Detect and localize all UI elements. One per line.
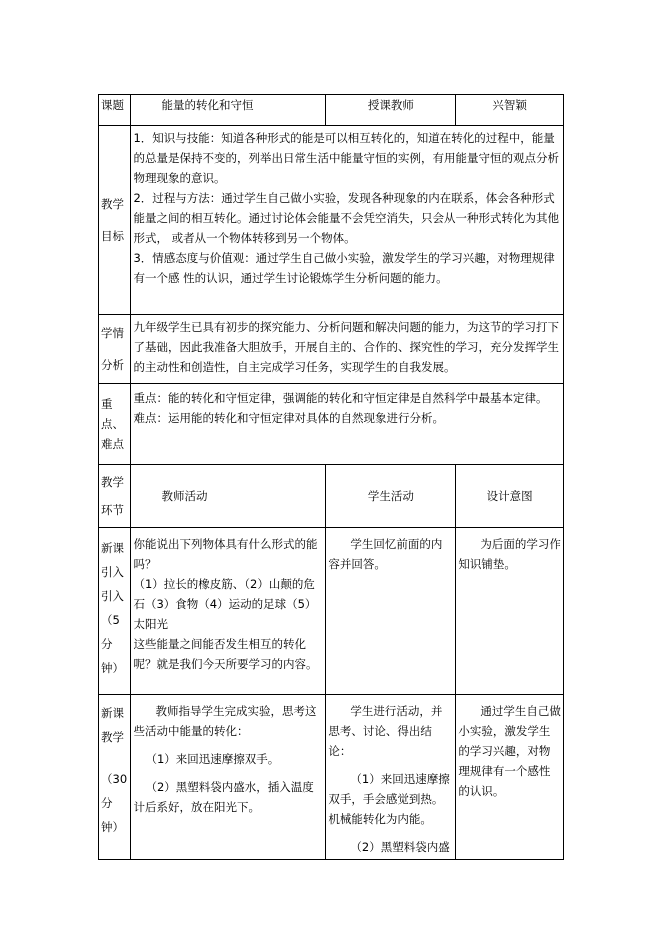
intro-teacher-line: （1）拉长的橡皮筋、（2）山颠的危石（3）食物（4）运动的足球（5）太阳光	[133, 577, 317, 631]
goal-item: 3．情感态度与价值观：通过学生自己做小实验，激发学生的学习兴趣，对物理规律有一个感 性的认识，通过学生讨论锻炼学生分析问题的能力。	[133, 251, 555, 285]
topic-label: 课题	[99, 95, 131, 126]
header-row	[99, 95, 564, 126]
key-points-label	[99, 384, 131, 465]
intro-design-intent: 为后面的学习作知识铺垫。	[456, 528, 564, 695]
teaching-teacher-line: 教师指导学生完成实验，思考这些活动中能量的转化：	[133, 704, 317, 738]
intro-label-line4: （5分	[101, 613, 120, 651]
process-label-line2: 环节	[101, 503, 124, 517]
teaching-teacher-activity	[131, 695, 326, 860]
analysis-label-line2: 分析	[101, 358, 124, 372]
teaching-teacher-line: （1）来回迅速摩擦双手。	[145, 752, 280, 766]
key-point-text: 重点：能的转化和守恒定律，强调能的转化和守恒定律是自然科学中最基本定律。	[133, 391, 548, 405]
teaching-row	[99, 695, 564, 860]
intro-label-line1: 新课	[101, 541, 124, 555]
process-header-row	[99, 465, 564, 528]
intro-label	[99, 528, 131, 695]
difficult-point-text: 难点：运用能的转化和守恒定律对具体的自然现象进行分析。	[133, 411, 444, 425]
teaching-student-line: （2）黑塑料袋内盛	[350, 840, 450, 854]
teaching-student-line: 学生进行活动，并思考、讨论、得出结论：	[328, 704, 443, 758]
teacher-label: 授课教师	[326, 95, 456, 126]
goals-row	[99, 126, 564, 315]
analysis-content: 九年级学生已具有初步的探究能力、分析问题和解决问题的能力，为这节的学习打下了基础，因此我准备大胆放手，开展自主的、合作的、探究性的学习，充分发挥学生的主动性和创造性，自主完成学习任务，实现学生的自我发展。	[131, 315, 564, 384]
intro-label-line5: 钟）	[101, 661, 124, 675]
analysis-row	[99, 315, 564, 384]
intro-label-line2: 引入	[101, 565, 124, 579]
analysis-label-line1: 学情	[101, 326, 124, 340]
goals-content	[131, 126, 564, 315]
goal-item: 1．知识与技能：知道各种形式的能是可以相互转化的，知道在转化的过程中，能量的总量是保持不变的，列举出日常生活中能量守恒的实例，有用能量守恒的观点分析物理现象的意识。	[133, 131, 559, 185]
teaching-teacher-line: （2）黑塑料袋内盛水，插入温度计后系好，放在阳光下。	[133, 780, 314, 814]
intro-teacher-activity	[131, 528, 326, 695]
process-label-line1: 教学	[101, 475, 124, 489]
goal-item: 2．过程与方法：通过学生自己做小实验，发现各种现象的内在联系，体会各种形式能量之间的相互转化。通过讨论体会能量不会凭空消失，只会从一种形式转化为其他形式， 或者从一个物体转移到另一个物体。	[133, 191, 559, 245]
goals-label	[99, 126, 131, 315]
teaching-label-line4: 分钟）	[101, 796, 124, 834]
teacher-name: 兴智颖	[456, 95, 564, 126]
process-label	[99, 465, 131, 528]
intro-student-activity: 学生回忆前面的内容并回答。	[326, 528, 456, 695]
intro-teacher-line: 你能说出下列物体具有什么形式的能吗？	[133, 537, 318, 571]
teaching-label-line2: 教学	[101, 730, 124, 744]
key-points-content	[131, 384, 564, 465]
goals-label-line1: 教学	[101, 197, 124, 211]
student-activity-header: 学生活动	[326, 465, 456, 528]
key-points-row	[99, 384, 564, 465]
goals-label-line2: 目标	[101, 229, 124, 243]
key-points-label-line1: 重点、	[101, 397, 124, 431]
teaching-label	[99, 695, 131, 860]
topic-value: 能量的转化和守恒	[131, 95, 326, 126]
teaching-design-intent: 通过学生自己做小实验，激发学生的学习兴趣，对物理规律有一个感性的认识。	[456, 695, 564, 860]
teaching-label-line3: （30	[101, 772, 128, 786]
intro-teacher-line: 这些能量之间能否发生相互的转化呢？就是我们今天所要学习的内容。	[133, 637, 318, 671]
teaching-student-activity	[326, 695, 456, 860]
key-points-label-line2: 难点	[101, 437, 124, 451]
teaching-student-line: （1）来回迅速摩擦双手，手会感觉到热。机械能转化为内能。	[328, 772, 450, 826]
analysis-label	[99, 315, 131, 384]
lesson-plan-table	[98, 94, 564, 860]
intro-label-line3: 引入	[101, 589, 124, 603]
teaching-label-line1: 新课	[101, 706, 124, 720]
design-intent-header: 设计意图	[456, 465, 564, 528]
teacher-activity-header: 教师活动	[131, 465, 326, 528]
intro-row	[99, 528, 564, 695]
